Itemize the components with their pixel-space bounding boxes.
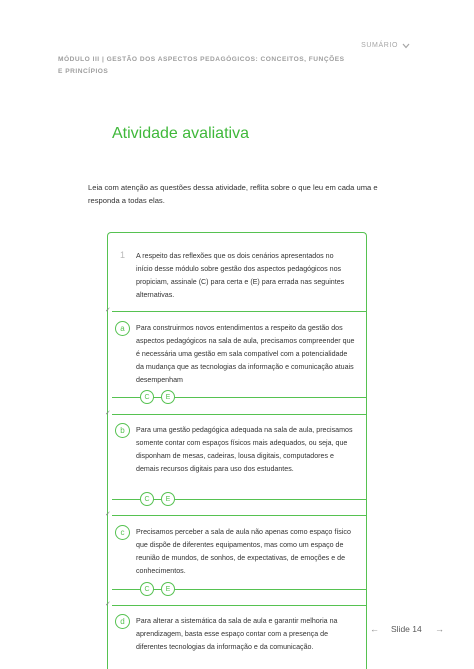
intro-text: Leia com atenção as questões dessa atividade, reflita sobre o que leu em cada uma e responda a todas elas. [88, 183, 378, 205]
prev-slide-arrow-icon[interactable]: ← [370, 624, 379, 634]
option-text-d: Para alterar a sistemática da sala de aula e garantir melhoria na aprendizagem, basta esse espaço contar com a presença de diferentes tecnologias da informação e da comunicação. [136, 617, 338, 651]
option-letter-c[interactable]: c [115, 525, 130, 540]
chevron-down-icon [402, 43, 410, 49]
option-letter-a[interactable]: a [115, 321, 130, 336]
question-text: A respeito das reflexões que os dois cenários apresentados no início desse módulo sobre gestão dos aspectos pedagógicos nos propiciam, assinale (C) para certa e (E) para errada nas seguintes alternativas. [136, 252, 345, 299]
check-icon: ✓ [105, 511, 111, 518]
next-slide-arrow-icon[interactable]: → [435, 624, 444, 634]
option-c-certa-button[interactable]: C [140, 582, 154, 596]
divider [112, 311, 367, 312]
option-text-b: Para uma gestão pedagógica adequada na sala de aula, precisamos somente contar com espaços físicos mais adequados, ou seja, que disponham de mesas, cadeiras, lousa digitais, computadores e demais recursos digitais para uso dos estudantes. [136, 426, 353, 473]
option-text-a: Para construirmos novos entendimentos a respeito da gestão dos aspectos pedagógicos na sala de aula, precisamos compreender que é necessária uma gestão em sala compatível com a potencialidade da mudança que as tecnologias da informação e comunicação atuais desempenham [136, 324, 355, 384]
slide-indicator: Slide 14 [391, 624, 422, 634]
question-number: 1 [120, 250, 126, 260]
check-icon: ✓ [105, 307, 111, 314]
option-letter-b[interactable]: b [115, 423, 130, 438]
summary-label: SUMÁRIO [361, 42, 398, 49]
module-title: MÓDULO III | GESTÃO DOS ASPECTOS PEDAGÓGICOS: CONCEITOS, FUNÇÕES E PRINCÍPIOS [58, 56, 345, 75]
option-c-errada-button[interactable]: E [161, 582, 175, 596]
check-icon: ✓ [105, 410, 111, 417]
divider [112, 414, 367, 415]
divider [112, 605, 367, 606]
summary-menu[interactable] [361, 42, 410, 49]
option-b-errada-button[interactable]: E [161, 492, 175, 506]
page-title: Atividade avaliativa [112, 125, 249, 142]
option-a-errada-button[interactable]: E [161, 390, 175, 404]
check-icon: ✓ [105, 601, 111, 608]
divider [112, 515, 367, 516]
option-text-c: Precisamos perceber a sala de aula não apenas como espaço físico que dispõe de diferentes equipamentos, mas como um espaço de reunião de mundos, de sonhos, de expectativas, de emoções e de conhecimentos. [136, 528, 351, 575]
option-letter-d[interactable]: d [115, 614, 130, 629]
option-b-certa-button[interactable]: C [140, 492, 154, 506]
option-a-certa-button[interactable]: C [140, 390, 154, 404]
